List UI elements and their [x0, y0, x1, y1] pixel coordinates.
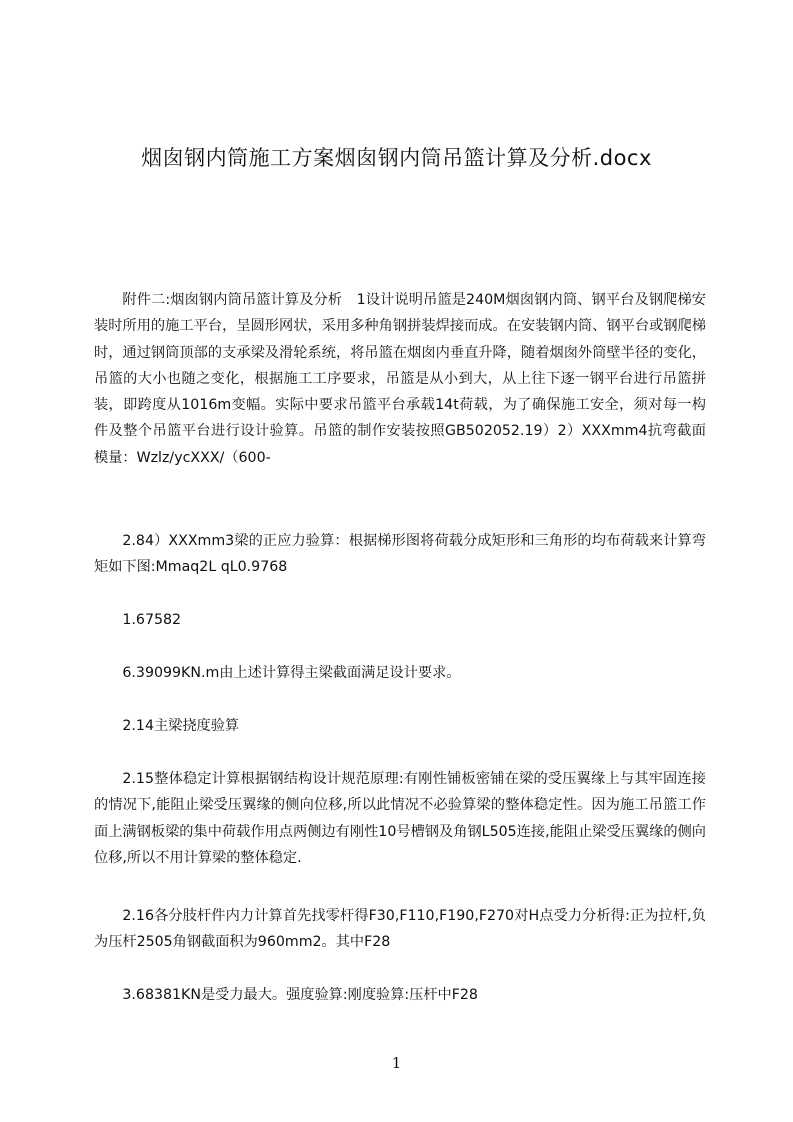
paragraph-max-force: 3.68381KN是受力最大。强度验算:刚度验算:压杆中F28: [122, 987, 478, 1003]
document-title: 烟囱钢内筒施工方案烟囱钢内筒吊篮计算及分析.docx: [141, 146, 652, 170]
paragraph-intro: 附件二:烟囱钢内筒吊篮计算及分析 1设计说明吊篮是240M烟囱钢内筒、钢平台及钢爬梯安装时所用的施工平台，呈圆形网状，采用多种角钢拼装焊接而成。在安装钢内筒、钢平台或钢爬梯时，通过钢筒顶部的支承梁及滑轮系统，将吊篮在烟囱内垂直升降，随着烟囱外筒壁半径的变化，吊篮的大小也随之变化，根据施工工序要求，吊篮是从小到大，从上往下逐一钢平台进行吊篮拼装，即跨度从1016m变幅。实际中要求吊篮平台承载14t荷载，为了确保施工安全，须对每一构件及整个吊篮平台进行设计验算。吊篮的制作安装按照GB502052.19）2）XXXmm4抗弯截面模量：Wzlz/ycXXX/（600-: [94, 292, 706, 466]
paragraph-stability: 2.15整体稳定计算根据钢结构设计规范原理:有刚性铺板密铺在梁的受压翼缘上与其牢固连接的情况下,能阻止梁受压翼缘的侧向位移,所以此情况不必验算梁的整体稳定性。因为施工吊篮工作面上满钢板梁的集中荷载作用点两侧边有刚性10号槽钢及角钢L505连接,能阻止梁受压翼缘的侧向位移,所以不用计算梁的整体稳定.: [94, 771, 706, 866]
paragraph-normal-stress: 2.84）XXXmm3梁的正应力验算：根据梯形图将荷载分成矩形和三角形的均布荷载来计算弯矩如下图:Mmaq2L qL0.9768: [94, 533, 706, 576]
paragraph-internal-force: 2.16各分肢杆件内力计算首先找零杆得F30,F110,F190,F270对H点受力分析得:正为拉杆,负为压杆2505角钢截面积为960mm2。其中F28: [94, 908, 706, 951]
paragraph-moment-result: 6.39099KN.m由上述计算得主梁截面满足设计要求。: [122, 665, 461, 681]
page-number: 1: [391, 1054, 402, 1072]
paragraph-deflection: 2.14主梁挠度验算: [122, 718, 240, 734]
paragraph-value-1: 1.67582: [122, 612, 182, 628]
